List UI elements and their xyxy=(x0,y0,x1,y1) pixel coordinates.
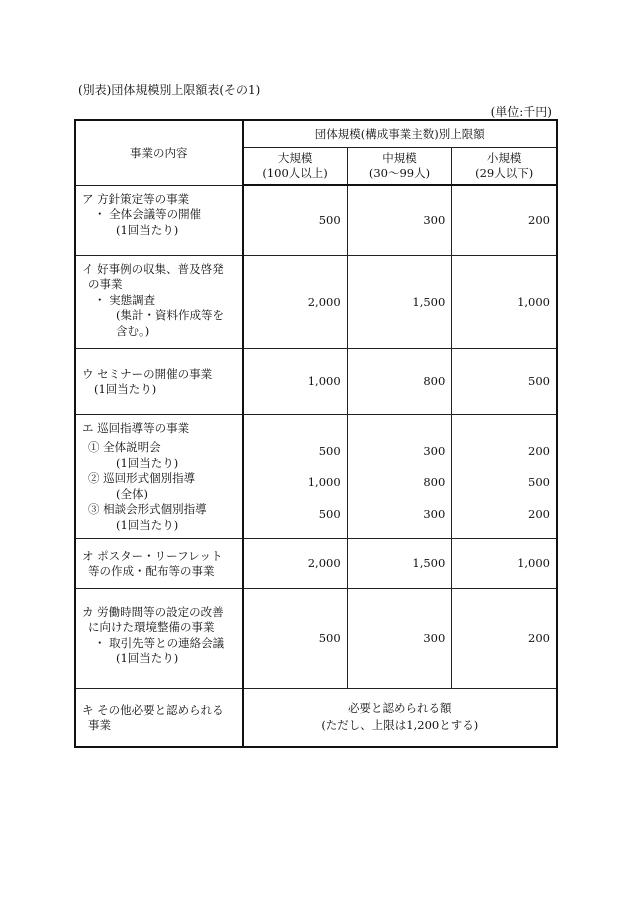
item-e-sub1: ① 全体説明会 xyxy=(88,440,161,454)
merged-amount-note: (ただし、上限は1,200とする) xyxy=(321,718,479,732)
limit-table xyxy=(75,120,557,747)
value-small: 1,000 xyxy=(452,255,557,348)
value-medium: 300 xyxy=(347,185,452,255)
item-o-title-cont: 等の作成・配布等の事業 xyxy=(88,564,215,578)
item-e-sub3-note: (1回当たり) xyxy=(116,517,179,532)
table-row xyxy=(76,348,557,414)
item-u xyxy=(76,348,243,414)
table-row xyxy=(76,185,557,255)
item-i-note: (集計・資料作成等を xyxy=(116,308,224,322)
item-i xyxy=(76,255,243,348)
item-ka-note: (1回当たり) xyxy=(116,651,179,665)
value-medium: 300 xyxy=(347,588,452,688)
merged-amount-main: 必要と認められる額 xyxy=(348,701,452,715)
value-e1-large: 500 xyxy=(318,443,341,458)
value-e2-medium: 800 xyxy=(423,475,446,489)
value-medium xyxy=(347,414,452,538)
value-small xyxy=(452,414,557,538)
value-small: 200 xyxy=(452,588,557,688)
unit-label: (単位:千円) xyxy=(490,105,552,119)
item-ka-title-cont: に向けた環境整備の事業 xyxy=(88,620,215,634)
item-i-sub: ・ 実態調査 xyxy=(94,292,156,307)
document-title: (別表)団体規模別上限額表(その1) xyxy=(78,83,261,97)
value-e2-large: 1,000 xyxy=(307,475,341,489)
item-o-title: オ ポスター・リーフレット xyxy=(82,548,223,563)
value-medium: 1,500 xyxy=(347,255,452,348)
value-small: 500 xyxy=(452,348,557,414)
item-u-note: (1回当たり) xyxy=(94,382,157,396)
item-ka-title: カ 労働時間等の設定の改善 xyxy=(82,604,224,619)
table-row xyxy=(76,688,557,746)
table-row xyxy=(76,538,557,588)
header-small-name: 小規模 xyxy=(486,151,522,165)
item-e-sub2-note: (全体) xyxy=(116,486,148,501)
item-a-title: ア 方針策定等の事業 xyxy=(82,191,190,206)
value-e3-medium: 300 xyxy=(423,506,446,521)
item-e-title: エ 巡回指導等の事業 xyxy=(82,420,190,435)
header-medium xyxy=(347,148,452,186)
header-medium-name: 中規模 xyxy=(382,151,417,165)
value-e2-small: 500 xyxy=(528,475,550,489)
item-ki-title: キ その他必要と認められる xyxy=(82,702,224,717)
value-large: 500 xyxy=(243,185,348,255)
item-e xyxy=(76,414,243,538)
item-a-sub: ・ 全体会議等の開催 xyxy=(94,207,202,221)
value-e1-medium: 300 xyxy=(423,443,446,458)
value-large: 500 xyxy=(243,588,348,688)
item-a xyxy=(76,185,243,255)
header-small xyxy=(452,148,557,186)
value-large xyxy=(243,414,348,538)
header-large xyxy=(243,148,348,186)
value-small: 200 xyxy=(452,185,557,255)
header-large-range: (100人以上) xyxy=(262,166,328,180)
table-row xyxy=(76,588,557,688)
header-group: 団体規模(構成事業主数)別上限額 xyxy=(243,121,557,148)
header-content: 事業の内容 xyxy=(76,121,243,186)
item-ki-title-cont: 事業 xyxy=(88,718,111,732)
header-small-range: (29人以下) xyxy=(475,166,534,180)
merged-amount xyxy=(243,688,557,746)
item-o xyxy=(76,538,243,588)
value-medium: 1,500 xyxy=(347,538,452,588)
value-small: 1,000 xyxy=(452,538,557,588)
item-ka xyxy=(76,588,243,688)
item-i-title: イ 好事例の収集、普及啓発 xyxy=(82,261,224,276)
value-e1-small: 200 xyxy=(528,443,550,458)
value-large: 2,000 xyxy=(243,255,348,348)
item-u-title: ウ セミナーの開催の事業 xyxy=(82,366,213,381)
value-e3-small: 200 xyxy=(528,506,550,521)
item-ki xyxy=(76,688,243,746)
value-e3-large: 500 xyxy=(318,506,341,521)
table-row xyxy=(76,255,557,348)
item-ka-sub: ・ 取引先等との連絡会議 xyxy=(94,635,225,650)
value-large: 2,000 xyxy=(243,538,348,588)
item-e-sub2: ② 巡回形式個別指導 xyxy=(88,471,196,485)
header-row-1 xyxy=(76,121,557,148)
item-e-sub1-note: (1回当たり) xyxy=(116,455,179,470)
table-row xyxy=(76,414,557,538)
header-large-name: 大規模 xyxy=(277,151,313,165)
value-large: 1,000 xyxy=(243,348,348,414)
header-medium-range: (30〜99人) xyxy=(368,166,431,180)
item-i-note-cont: 含む。) xyxy=(116,323,150,338)
item-e-sub3: ③ 相談会形式個別指導 xyxy=(88,502,207,516)
item-i-title-cont: の事業 xyxy=(88,277,123,291)
item-a-note: (1回当たり) xyxy=(116,222,179,237)
value-medium: 800 xyxy=(347,348,452,414)
